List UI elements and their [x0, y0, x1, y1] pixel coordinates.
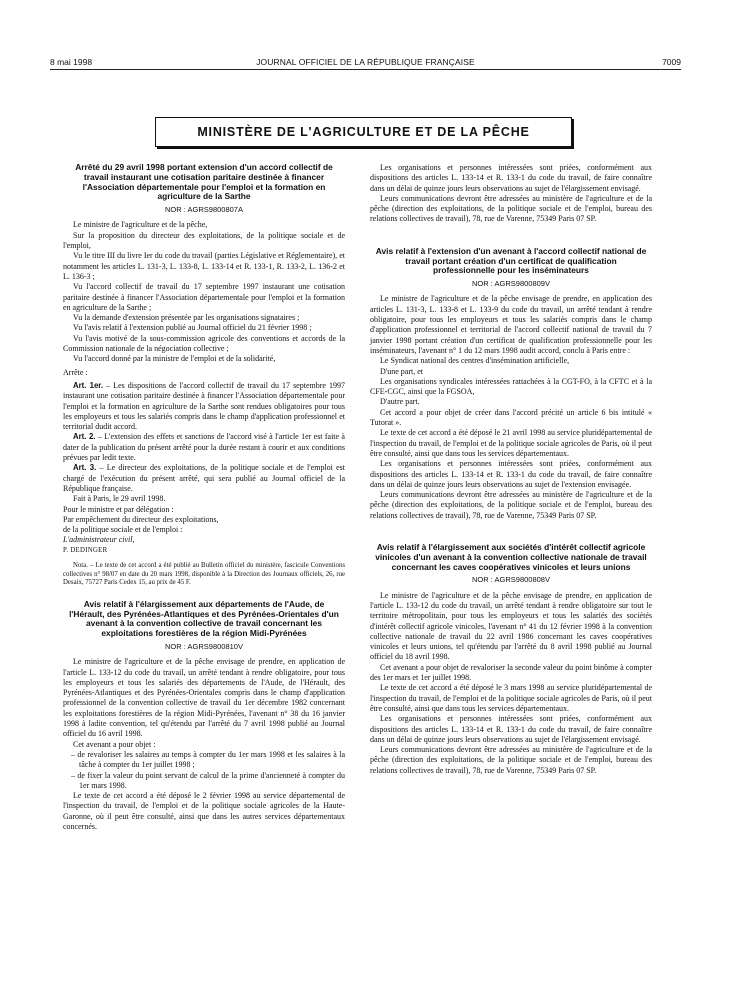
signature-line-4: L'administrateur civil, [63, 535, 135, 545]
list-item: – de fixer la valeur du point servant de calcul de la prime d'ancienneté à compter du 1er mars 1998. [71, 770, 345, 790]
arrete-title: Arrêté du 29 avril 1998 portant extension d'un accord collectif de travail instaurant une cotisation paritaire destinée à financer l'Association départementale pour l'emploi et la formation en agriculture de la Sarthe [75, 162, 333, 202]
paragraph: D'autre part. [380, 397, 420, 407]
signature-line-2: Par empêchement du directeur des exploitations, [63, 514, 219, 524]
avis-aude-nor: NOR : AGRS9800810V [165, 641, 243, 651]
paragraph: Le ministre de l'agriculture et de la pêche envisage de prendre, en application de l'article L. 133-12 du code du travail, un arrêté tendant à rendre obligatoire, pour tous les employeurs et tous les salariés des départements de l'Aude, de l'Hérault, des Pyrénées-Atlantiques et des Pyrénées-Orientales compris dans le champ d'application professionnel de la convention collective de travail du 1er décembre 1982 concernant les exploitations forestières de la région Midi-Pyrénées, l'avenant n° 38 du 16 janvier 1998 à ladite convention, tel qu'étendu par l'arrêté du 7 avril 1998 publié au Journal officiel du 16 avril 1998. [63, 657, 345, 739]
paragraph: Vu l'avis motivé de la sous-commission agricole des conventions et accords de la Commission nationale de la négociation collective ; [63, 333, 345, 354]
article-2 [63, 432, 345, 463]
signature-name: P. DEDINGER [63, 546, 108, 554]
article-1 [63, 381, 345, 432]
avis-aude-title: Avis relatif à l'élargissement aux départements de l'Aude, de l'Hérault, des Pyrénées-Atlantiques et des Pyrénées-Orientales d'un avenant à la convention collective de travail concernant les exploitations forestières de la région Midi-Pyrénées [69, 598, 339, 639]
avis-caves-nor: NOR : AGRS9800808V [472, 575, 550, 585]
left-column [63, 163, 345, 832]
paragraph: Le texte de cet accord a été déposé le 21 avril 1998 au service pluridépartemental de l'inspection du travail, de l'emploi et de la politique sociale agricoles de Paris, où il peut être consulté, ainsi que dans tous les services départementaux. [370, 428, 652, 458]
ministry-banner: MINISTÈRE DE L'AGRICULTURE ET DE LA PÊCHE [155, 117, 572, 147]
paragraph: D'une part, et [380, 366, 423, 376]
avis-caves-title: Avis relatif à l'élargissement aux sociétés d'intérêt collectif agricole vinicoles d'un avenant à la convention collective nationale de travail concernant les caves coopératives vinicoles et leurs unions [375, 542, 647, 572]
article-1-text: – Les dispositions de l'accord collectif de travail du 17 septembre 1997 instaurant une cotisation paritaire destinée à financer l'Association départementale pour l'emploi et la formation en agriculture de la Sarthe sont rendues obligatoires pour tous les employeurs et tous les salariés compris dans le champ d'application professionnel et territorial dudit accord. [63, 380, 345, 432]
paragraph: Vu l'accord donné par la ministre de l'emploi et de la solidarité, [73, 354, 276, 364]
paragraph: Vu l'accord collectif de travail du 17 septembre 1997 instaurant une cotisation paritaire destinée à financer l'Association départementale pour l'emploi et la formation en agriculture de la Sarthe ; [63, 282, 345, 312]
paragraph: Le texte de cet accord a été déposé le 2 février 1998 au service départemental de l'inspection du travail, de l'emploi et de la politique sociale agricoles de la Haute-Garonne, où il peut être consulté, ainsi que dans les autres services départementaux concernés. [63, 791, 345, 831]
article-3-label: Art. 3. [73, 463, 97, 473]
paragraph: Les organisations et personnes intéressées sont priées, conformément aux dispositions des articles L. 133-14 et R. 133-1 du code du travail, de faire connaître dans un délai de quinze jours leurs observations au sujet de l'extension envisagée. [370, 459, 652, 489]
paragraph: Vu le titre III du livre Ier du code du travail (parties Législative et Réglementaire), et notamment les articles L. 131-3, L. 133-8, L. 133-14 et R. 133-1, R. 133-2, L. 136-2 et L. 136-3 ; [63, 251, 345, 281]
header-rule [50, 69, 681, 70]
article-3 [63, 463, 345, 494]
paragraph: Leurs communications devront être adressées au ministère de l'agriculture et de la pêche (direction des exploitations, de la politique sociale et de l'emploi, bureau des relations collectives de travail), 78, rue de Varenne, 75349 Paris 07 SP. [370, 745, 652, 775]
paragraph: Les organisations et personnes intéressées sont priées, conformément aux dispositions des articles L. 133-14 et R. 133-1 du code du travail, de faire connaître dans un délai de quinze jours leurs observations au sujet de l'élargissement envisagé. [370, 714, 652, 744]
article-3-text: – Le directeur des exploitations, de la politique sociale et de l'emploi est chargé de l'exécution du présent arrêté, qui sera publié au Journal officiel de la République française. [63, 463, 345, 493]
header-date: 8 mai 1998 [50, 57, 93, 67]
paragraph: Cet accord a pour objet de créer dans l'accord précité un article 6 bis intitulé « Tutorat ». [370, 407, 652, 428]
paragraph: Le texte de cet accord a été déposé le 3 mars 1998 au service pluridépartemental de l'inspection du travail, de l'emploi et de la politique sociale agricoles de Paris, où il peut être consulté, ainsi que dans tous les services départementaux. [370, 683, 652, 713]
signature-line-1: Pour le ministre et par délégation : [63, 504, 174, 514]
article-2-text: – L'extension des effets et sanctions de l'accord visé à l'article 1er est faite à dater de la publication du présent arrêté pour la durée restant à courir et aux conditions prévues par ledit texte. [63, 432, 345, 463]
paragraph: Vu la demande d'extension présentée par les organisations signataires ; [73, 313, 300, 323]
paragraph: Les organisations syndicales intéressées rattachées à la CGT-FO, à la CFTC et à la CFE-CGC, ainsi que la FGSOA, [370, 376, 652, 397]
paragraph: Le ministre de l'agriculture et de la pêche, [73, 220, 208, 230]
nota: Nota. – Le texte de cet accord a été publié au Bulletin officiel du ministère, fascicule Conventions collectives n° 98/07 en date du 20 mars 1998, disponible à la Direction des Journaux officiels, 26, rue Desaix, 75727 Paris Cedex 15, au prix de 45 F. [63, 561, 345, 587]
paragraph: Sur la proposition du directeur des exploitations, de la politique sociale et de l'emploi, [63, 230, 345, 251]
paragraph: Cet avenant a pour objet de revaloriser la seconde valeur du point binôme à compter des 1er mars et 1er juillet 1998. [370, 662, 652, 683]
paragraph: Cet avenant a pour objet : [73, 739, 156, 749]
arrete-heading: Arrête : [63, 367, 88, 377]
arrete-nor: NOR : AGRS9800807A [165, 205, 243, 215]
article-2-label: Art. 2. [73, 432, 96, 442]
right-column [370, 163, 652, 776]
paragraph: Le ministre de l'agriculture et de la pêche envisage de prendre, en application de l'article L. 133-12 du code du travail, un arrêté tendant à rendre obligatoire sur tout le territoire métropolitain, pour tous les employeurs et tous les salariés des sociétés d'intérêt collectif agricole vinicoles, l'avenant n° 41 du 12 février 1998 à la convention collective nationale de travail du 22 avril 1986 concernant les caves coopératives vinicoles et leurs unions, tel qu'étendu par l'arrêté du 8 avril 1998 publié au Journal officiel du 18 avril 1998. [370, 590, 652, 662]
header-page-number: 7009 [662, 57, 681, 67]
paragraph: Leurs communications devront être adressées au ministère de l'agriculture et de la pêche (direction des exploitations, de la politique sociale et de l'emploi, bureau des relations collectives de travail), 78, rue de Varenne, 75349 Paris 07 SP. [370, 490, 652, 520]
avis-inseminateurs-nor: NOR : AGRS9800809V [472, 279, 550, 289]
header-journal-title: JOURNAL OFFICIEL DE LA RÉPUBLIQUE FRANÇAISE [256, 57, 475, 67]
paragraph: Leurs communications devront être adressées au ministère de l'agriculture et de la pêche (direction des exploitations, de la politique sociale et de l'emploi, bureau des relations collectives de travail), 78, rue de Varenne, 75349 Paris 07 SP. [370, 193, 652, 224]
paragraph: Vu l'avis relatif à l'extension publié au Journal officiel du 21 février 1998 ; [73, 323, 312, 333]
article-1-label: Art. 1er. [73, 380, 104, 390]
paragraph: Le ministre de l'agriculture et de la pêche envisage de prendre, en application des articles L. 131-3, L. 133-8 et L. 133-9 du code du travail, un arrêté tendant à rendre obligatoire, pour tous les employeurs et tous les salariés compris dans le champ d'application professionnel et territorial de l'accord collectif national de travail du 7 janvier 1998 portant création d'un certificat de qualification professionnelle pour les inséminateurs, l'avenant n° 1 du 12 mars 1998 audit accord, conclu à Paris entre : [370, 294, 652, 355]
fait-a-paris: Fait à Paris, le 29 avril 1998. [73, 494, 166, 504]
avis-inseminateurs-title: Avis relatif à l'extension d'un avenant à l'accord collectif national de travail portant création d'un certificat de qualification professionnelle pour les inséminateurs [375, 245, 647, 276]
paragraph: Les organisations et personnes intéressées sont priées, conformément aux dispositions des articles L. 133-14 et R. 133-1 du code du travail, de faire connaître dans un délai de quinze jours leurs observations au sujet de l'élargissement envisagé. [370, 163, 652, 193]
list-item: – de revaloriser les salaires au temps à compter du 1er mars 1998 et les salaires à la tâche à compter du 1er juillet 1998 ; [71, 749, 345, 770]
signature-line-3: de la politique sociale et de l'emploi : [63, 525, 183, 535]
paragraph: Le Syndicat national des centres d'insémination artificielle, [380, 356, 570, 366]
